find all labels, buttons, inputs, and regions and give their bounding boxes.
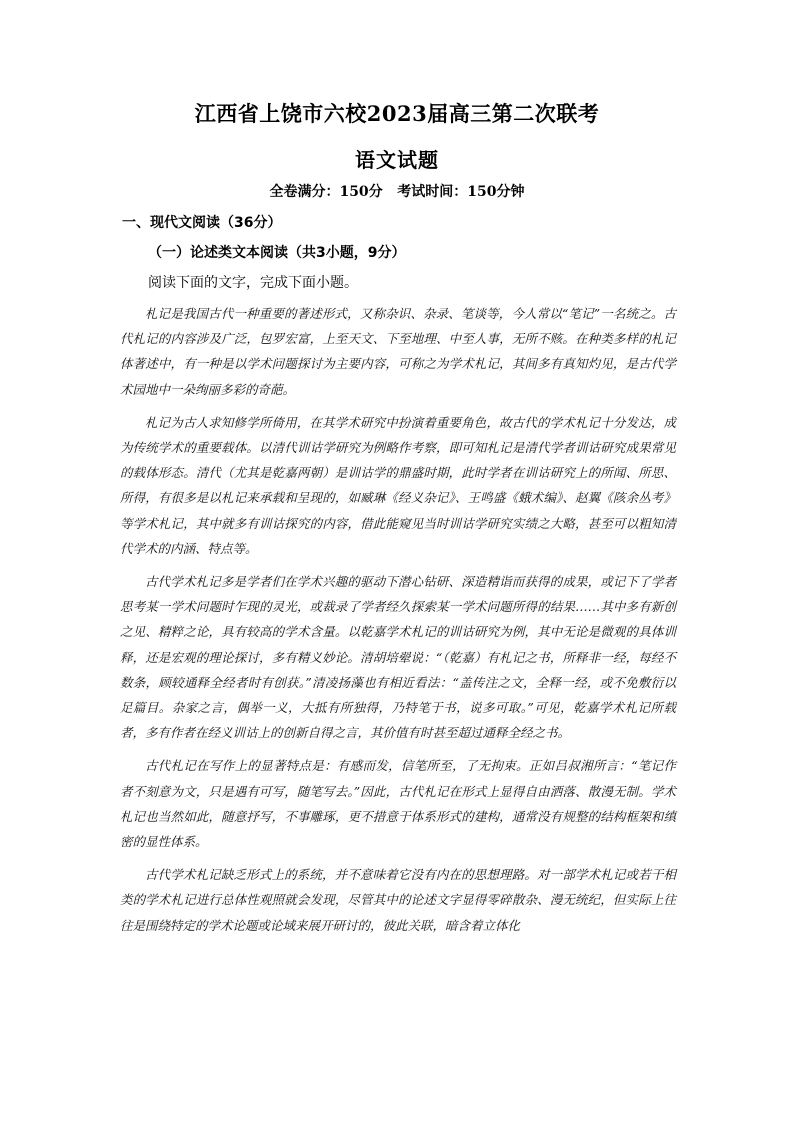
section-heading: 一、现代文阅读（36分） bbox=[122, 215, 282, 231]
article-paragraph: 札记是我国古代一种重要的著述形式，又称杂识、杂录、笔谈等，今人常以“笔记”一名统之。古代札记的内容涉及广泛，包罗宏富，上至天文、下至地理、中至人事，无所不赅。在种类多样的札记体著述中，有一种是以学术问题探讨为主要内容，可称之为学术札记，其间多有真知灼见，是古代学术园地中一朵绚丽多彩的奇葩。 bbox=[120, 306, 676, 397]
article-paragraph: 古代学术札记多是学者们在学术兴趣的驱动下潜心钻研、深造精诣而获得的成果，或记下了学者思考某一学术问题时乍现的灵光，或裁录了学者经久探索某一学术问题所得的结果……其中多有新创之见、精粹之论，具有较高的学术含量。以乾嘉学术札记的训诂研究为例，其中无论是微观的具体训释，还是宏观的理论探讨，多有精义妙论。清胡培翚说：“（乾嘉）有札记之书，所释非一经，每经不数条，顾较通释全经者时有创获。”清凌扬藻也有相近看法：“盖传注之文，全释一经，或不免敷衍以足篇目。杂家之言，偶举一义，大抵有所独得，乃特笔于书，说多可取。”可见，乾嘉学术札记所载者，多有作者在经义训诂上的创新自得之言，其价值有时甚至超过通释全经之书。 bbox=[120, 574, 676, 741]
exam-info: 全卷满分：150分 考试时间：150分钟 bbox=[269, 184, 525, 200]
article-paragraph: 古代札记在写作上的显著特点是：有感而发，信笔所至，了无拘束。正如吕叔湘所言：“笔记作者不刻意为文，只是遇有可写，随笔写去。”因此，古代札记在形式上显得自由洒落、散漫无制。学术札记也当然如此，随意抒写，不事雕琢，更不措意于体系形式的建构，通常没有规整的结构框架和缜密的显性体系。 bbox=[120, 758, 676, 850]
main-title: 江西省上饶市六校2023届高三第二次联考 bbox=[194, 101, 600, 126]
article-body bbox=[120, 301, 676, 946]
article-paragraph: 古代学术札记缺乏形式上的系统，并不意味着它没有内在的思想理路。对一部学术札记或若干相类的学术札记进行总体性观照就会发现，尽管其中的论述文字显得零碎散杂、漫无统纪，但实际上往往是围绕特定的学术论题或论域来展开研讨的，彼此关联，暗含着立体化 bbox=[120, 867, 676, 933]
sub-title: 语文试题 bbox=[355, 148, 439, 172]
sub-section-heading: （一）论述类文本阅读（共3小题，9分） bbox=[148, 245, 406, 261]
article-paragraph: 札记为古人求知修学所倚用，在其学术研究中扮演着重要角色，故古代的学术札记十分发达，成为传统学术的重要载体。以清代训诂学研究为例略作考察，即可知札记是清代学者训诂研究成果常见的载体形态。清代（尤其是乾嘉两朝）是训诂学的鼎盛时期，此时学者在训诂研究上的所闻、所思、所得，有很多是以札记来承载和呈现的，如臧琳《经义杂记》、王鸣盛《蛾术编》、赵翼《陔余丛考》等学术札记，其中就多有训诂探究的内容，借此能窥见当时训诂学研究实绩之大略，甚至可以粗知清代学术的内涵、特点等。 bbox=[120, 414, 676, 556]
reading-instruction: 阅读下面的文字，完成下面小题。 bbox=[148, 275, 358, 291]
